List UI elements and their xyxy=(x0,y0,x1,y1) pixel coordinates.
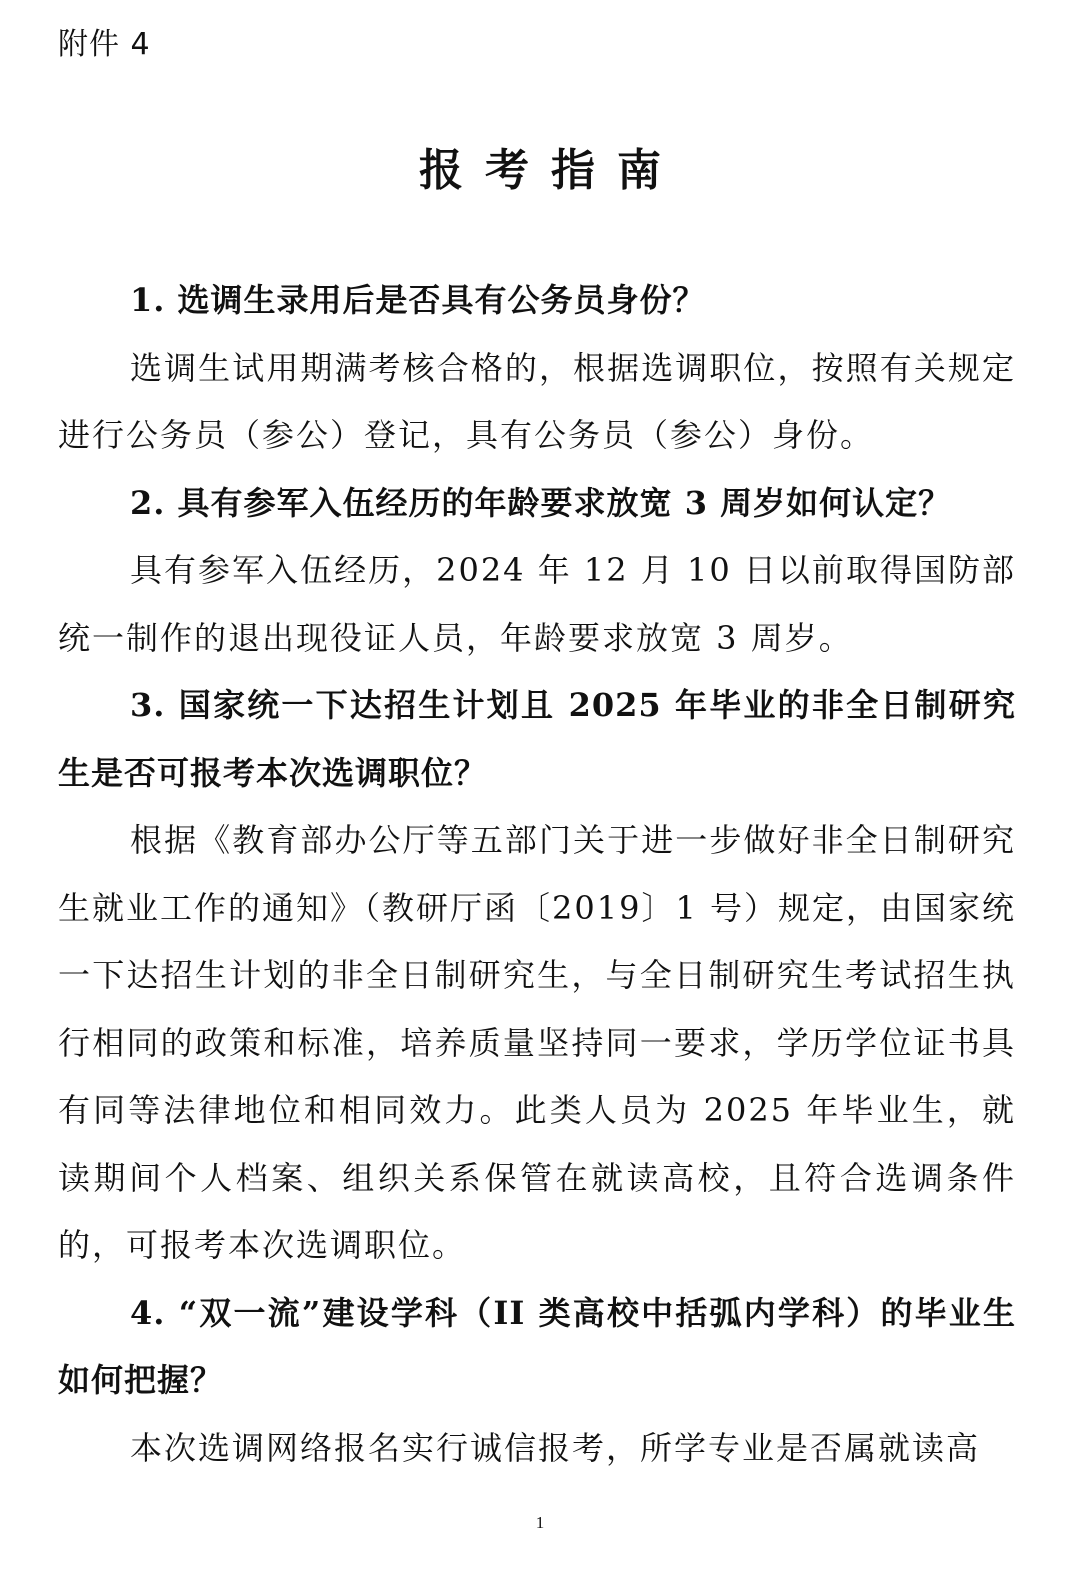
answer-3: 根据《教育部办公厅等五部门关于进一步做好非全日制研究生就业工作的通知》（教研厅函〔2019〕1 号）规定，由国家统一下达招生计划的非全日制研究生，与全日制研究生考试招生执行相同的政策和标准，培养质量坚持同一要求，学历学位证书具有同等法律地位和相同效力。此类人员为 2025 年毕业生，就读期间个人档案、组织关系保管在就读高校，且符合选调条件的，可报考本次选调职位。 xyxy=(58,821,1016,1264)
answer-2: 具有参军入伍经历，2024 年 12 月 10 日以前取得国防部统一制作的退出现役证人员，年龄要求放宽 3 周岁。 xyxy=(58,551,1016,657)
page-number: 1 xyxy=(535,1513,545,1532)
question-2: 2. 具有参军入伍经历的年龄要求放宽 3 周岁如何认定？ xyxy=(130,483,952,522)
faq-content xyxy=(58,267,1016,1482)
question-3: 3. 国家统一下达招生计划且 2025 年毕业的非全日制研究生是否可报考本次选调职位？ xyxy=(58,686,1016,792)
answer-4: 本次选调网络报名实行诚信报考，所学专业是否属就读高 xyxy=(130,1428,981,1467)
question-4: 4. “双一流”建设学科（II 类高校中括弧内学科）的毕业生如何把握？ xyxy=(58,1293,1016,1399)
page-title: 报考指南 xyxy=(419,145,683,196)
attachment-label: 附件 4 xyxy=(58,27,151,62)
question-1: 1. 选调生录用后是否具有公务员身份？ xyxy=(130,281,706,319)
answer-1: 选调生试用期满考核合格的，根据选调职位，按照有关规定进行公务员（参公）登记，具有公务员（参公）身份。 xyxy=(58,348,1016,454)
